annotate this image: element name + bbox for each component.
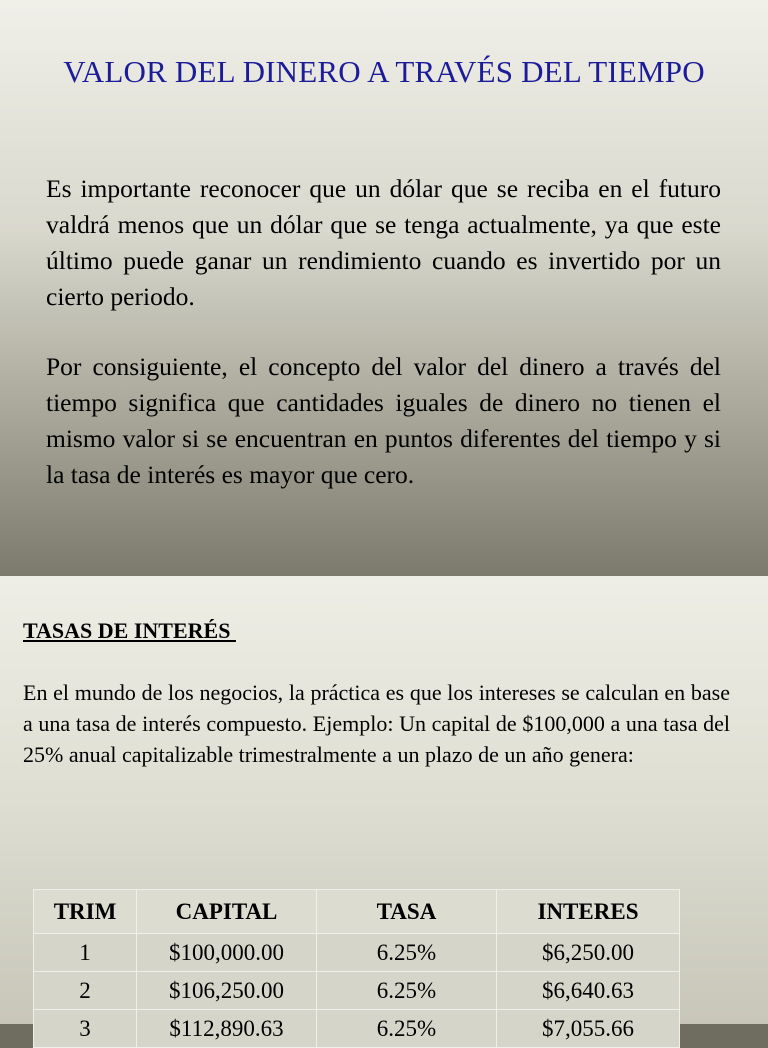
cell-interes: $7,055.66 xyxy=(497,1010,680,1048)
slide-title: VALOR DEL DINERO A TRAVÉS DEL TIEMPO xyxy=(63,54,705,89)
cell-trim: 2 xyxy=(34,972,137,1010)
table-header-row xyxy=(34,890,680,934)
cell-tasa: 6.25% xyxy=(317,934,497,972)
header-tasa: TASA xyxy=(317,890,497,934)
cell-interes: $6,250.00 xyxy=(497,934,680,972)
cell-tasa: 6.25% xyxy=(317,972,497,1010)
interest-table xyxy=(33,889,680,1048)
paragraph-example: En el mundo de los negocios, la práctica es que los intereses se calculan en base a una tasa de interés compuesto. Ejemplo: Un capital de $100,000 a una tasa del 25% anual capitalizable trimestralmente a un plazo de un año genera: xyxy=(23,680,730,767)
paragraph-concept: Por consiguiente, el concepto del valor del dinero a través del tiempo significa que cantidades iguales de dinero no tienen el mismo valor si se encuentran en puntos diferentes del tiempo y si la tasa de interés es mayor que cero. xyxy=(46,352,721,489)
paragraph-importance: Es importante reconocer que un dólar que se reciba en el futuro valdrá menos que un dólar que se tenga actualmente, ya que este último puede ganar un rendimiento cuando es invertido por un cierto periodo. xyxy=(46,174,721,311)
section-heading: TASAS DE INTERÉS xyxy=(23,618,236,643)
cell-capital: $112,890.63 xyxy=(137,1010,317,1048)
cell-capital: $100,000.00 xyxy=(137,934,317,972)
cell-interes: $6,640.63 xyxy=(497,972,680,1010)
cell-tasa: 6.25% xyxy=(317,1010,497,1048)
header-trim: TRIM xyxy=(34,890,137,934)
slide-tasas-interes xyxy=(0,576,768,1041)
table-row xyxy=(34,972,680,1010)
cell-trim: 1 xyxy=(34,934,137,972)
interest-table-container xyxy=(33,889,679,1041)
header-capital: CAPITAL xyxy=(137,890,317,934)
cell-capital: $106,250.00 xyxy=(137,972,317,1010)
table-row xyxy=(34,1010,680,1048)
table-row xyxy=(34,934,680,972)
header-interes: INTERES xyxy=(497,890,680,934)
cell-trim: 3 xyxy=(34,1010,137,1048)
